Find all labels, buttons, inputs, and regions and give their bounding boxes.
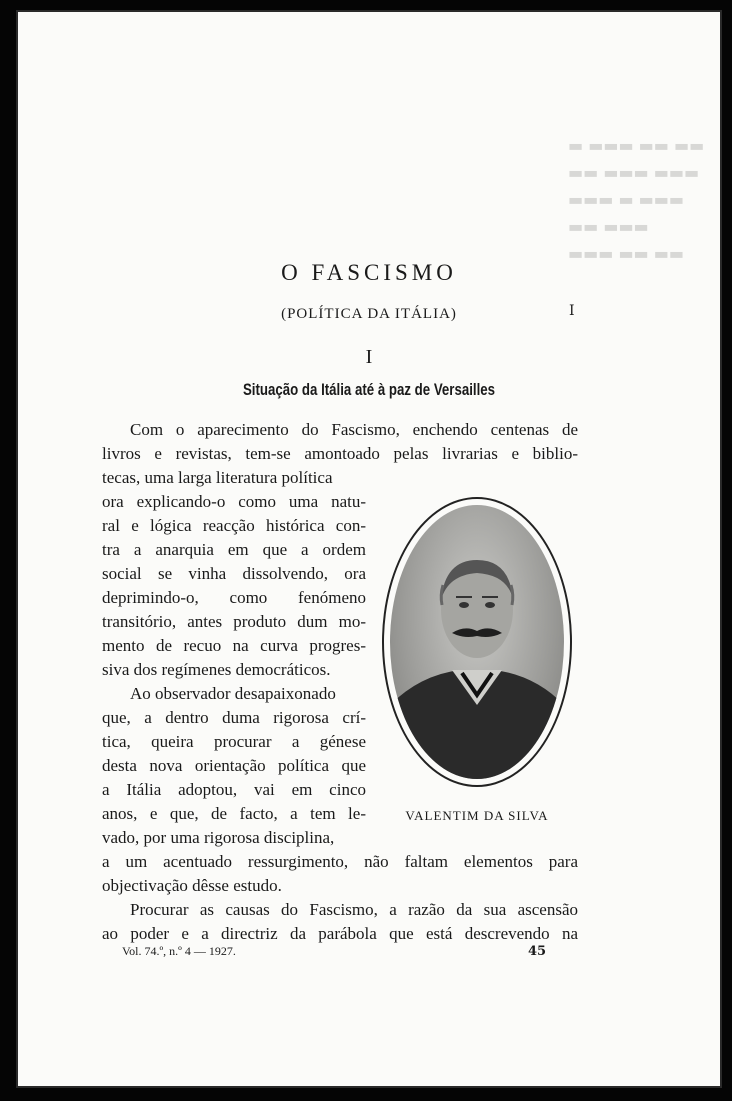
- page-number: 45: [528, 944, 547, 959]
- portrait-frame: [382, 497, 572, 787]
- body-line: Procurar as causas do Fascismo, a razão da sua ascensão: [130, 900, 578, 919]
- body-line: Com o aparecimento do Fascismo, enchendo centenas de: [130, 420, 578, 439]
- body-line: deprimindo-o, como fenómeno: [102, 588, 366, 607]
- bleed-through-text: ▬▬▬ ▬▬ ▬▬: [568, 244, 684, 263]
- body-line: mento de recuo na curva progres-: [102, 636, 366, 655]
- body-line: tecas, uma larga literatura política: [102, 468, 333, 487]
- body-line: transitório, antes produto dum mo-: [102, 612, 366, 631]
- bleed-through-text: ▬▬▬ ▬ ▬▬▬: [568, 190, 684, 209]
- volume-info: Vol. 74.º, n.º 4 — 1927.: [122, 944, 236, 958]
- chapter-number: I: [365, 346, 373, 368]
- body-line: tica, queira procurar a génese: [102, 732, 366, 751]
- body-line: livros e revistas, tem-se amontoado pelas livrarias e biblio-: [102, 444, 578, 463]
- body-line: Ao observador desapaixonado: [130, 684, 336, 703]
- body-line: a Itália adoptou, vai em cinco: [102, 780, 366, 799]
- body-line: desta nova orientação política que: [102, 756, 366, 775]
- portrait-caption: VALENTIM DA SILVA: [405, 808, 549, 823]
- article-title: O FASCISMO: [281, 260, 457, 285]
- margin-mark: I: [569, 303, 575, 319]
- bleed-through-text: ▬▬ ▬▬▬ ▬▬▬: [568, 163, 700, 182]
- body-line: anos, e que, de facto, a tem le-: [102, 804, 366, 823]
- body-line: vado, por uma rigorosa disciplina,: [102, 828, 335, 847]
- body-line: a um acentuado ressurgimento, não faltam elementos para: [102, 852, 578, 871]
- body-line: que, a dentro duma rigorosa crí-: [102, 708, 366, 727]
- body-line: social se vinha dissolvendo, ora: [102, 564, 366, 583]
- body-line: siva dos regímenes democráticos.: [102, 660, 331, 679]
- portrait-photo: [390, 505, 564, 779]
- body-line: objectivação dêsse estudo.: [102, 876, 282, 895]
- journal-page: [16, 10, 722, 1088]
- bleed-through-text: ▬▬ ▬▬▬: [568, 217, 649, 236]
- bleed-through-text: ▬ ▬▬▬ ▬▬ ▬▬: [568, 136, 705, 155]
- body-line: ral e lógica reacção histórica con-: [102, 516, 366, 535]
- article-subtitle: (POLÍTICA DA ITÁLIA): [281, 306, 457, 322]
- body-line: ao poder e a directriz da parábola que está descrevendo na: [102, 924, 578, 943]
- body-line: ora explicando-o como uma natu-: [102, 492, 366, 511]
- section-heading: Situação da Itália até à paz de Versailles: [242, 380, 496, 399]
- portrait-figure: [390, 505, 564, 779]
- body-line: tra a anarquia em que a ordem: [102, 540, 366, 559]
